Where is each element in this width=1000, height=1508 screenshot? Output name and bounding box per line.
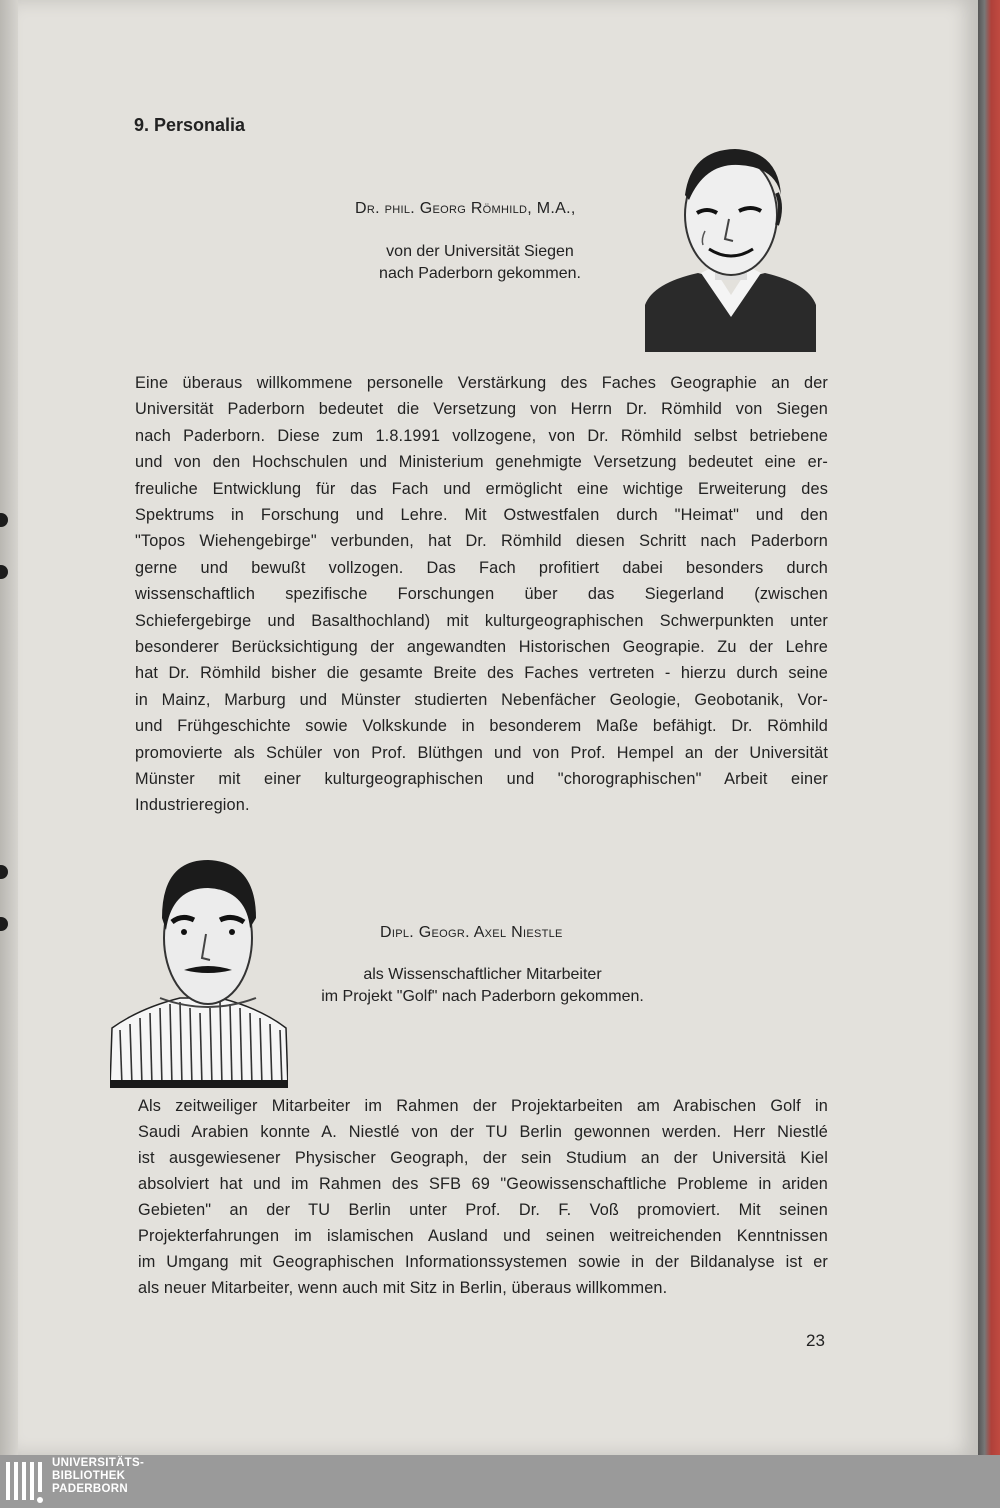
person1-name: Dr. phil. Georg Römhild, M.A., bbox=[355, 200, 576, 217]
text-line: Saudi Arabien konnte A. Niestlé von der TU Berlin gewonnen werden. Herr Niestlé bbox=[138, 1123, 828, 1141]
text-line: gerne und bewußt vollzogen. Das Fach profitiert dabei besonders durch bbox=[135, 559, 828, 577]
page-number: 23 bbox=[806, 1331, 825, 1350]
library-logo-icon bbox=[4, 1458, 48, 1506]
binding-hole bbox=[0, 565, 8, 579]
text-line: Gebieten" an der TU Berlin unter Prof. Dr. F. Voß promoviert. Mit seinen bbox=[138, 1201, 828, 1219]
text-line: nach Paderborn. Diese zum 1.8.1991 vollzogene, von Dr. Römhild selbst betriebene bbox=[135, 427, 828, 445]
text-line: im Umgang mit Geographischen Informationssystemen sowie in der Bildanalyse ist er bbox=[138, 1253, 828, 1271]
person2-subtitle-line1: als Wissenschaftlicher Mitarbeiter bbox=[363, 966, 602, 983]
person1-subtitle-line2: nach Paderborn gekommen. bbox=[379, 265, 581, 282]
page-left-edge bbox=[0, 0, 18, 1455]
text-line: "Topos Wiehengebirge" verbunden, hat Dr. Römhild diesen Schritt nach Paderborn bbox=[135, 532, 828, 550]
binding-hole bbox=[0, 513, 8, 527]
portrait-photo-niestle bbox=[110, 858, 288, 1088]
person1-subtitle-line1: von der Universität Siegen bbox=[386, 243, 574, 260]
text-line: ist ausgewiesener Physischer Geograph, der sein Studium an der Universitä Kiel bbox=[138, 1149, 828, 1167]
text-line: absolviert hat und im Rahmen des SFB 69 "Geowissenschaftliche Probleme in ariden bbox=[138, 1175, 828, 1193]
text-line: in Mainz, Marburg und Münster studierten Nebenfächer Geologie, Geobotanik, Vor- bbox=[135, 691, 828, 709]
text-line: als neuer Mitarbeiter, wenn auch mit Sitz in Berlin, überaus willkommen. bbox=[138, 1279, 668, 1297]
text-line: und von den Hochschulen und Ministerium genehmigte Versetzung bedeutet eine er- bbox=[135, 453, 828, 471]
text-line: Schiefergebirge und Basalthochland) mit kulturgeographischen Schwerpunkten unter bbox=[135, 612, 828, 630]
footer-line2: BIBLIOTHEK bbox=[52, 1470, 126, 1482]
text-line: Als zeitweiliger Mitarbeiter im Rahmen der Projektarbeiten am Arabischen Golf in bbox=[138, 1097, 828, 1115]
section-title: 9. Personalia bbox=[134, 115, 246, 135]
text-line: freuliche Entwicklung für das Fach und ermöglicht eine wichtige Erweiterung des bbox=[135, 480, 828, 498]
text-line: Projekterfahrungen im islamischen Ausland und seinen weitreichenden Kenntnissen bbox=[138, 1227, 828, 1245]
footer-line3: PADERBORN bbox=[52, 1483, 128, 1495]
text-line: Eine überaus willkommene personelle Verstärkung des Faches Geographie an der bbox=[135, 374, 828, 392]
text-line: Universität Paderborn bedeutet die Versetzung von Herrn Dr. Römhild von Siegen bbox=[135, 400, 828, 418]
person2-name: Dipl. Geogr. Axel Niestle bbox=[380, 924, 563, 941]
person2-subtitle-line2: im Projekt "Golf" nach Paderborn gekommen. bbox=[321, 988, 644, 1005]
text-line: Industrieregion. bbox=[135, 796, 250, 814]
text-line: besonderer Berücksichtigung der angewandten Historischen Geograpie. Zu der Lehre bbox=[135, 638, 828, 656]
text-line: hat Dr. Römhild bisher die gesamte Breite des Faches vertreten - hierzu durch seine bbox=[135, 664, 828, 682]
portrait-photo-roemhild bbox=[643, 145, 818, 352]
binding-hole bbox=[0, 865, 8, 879]
footer-line1: UNIVERSITÄTS- bbox=[52, 1457, 145, 1469]
text-line: Spektrums in Forschung und Lehre. Mit Ostwestfalen durch "Heimat" und den bbox=[135, 506, 828, 524]
library-footer bbox=[0, 1455, 1000, 1508]
text-line: promovierte als Schüler von Prof. Blüthgen und von Prof. Hempel an der Universität bbox=[135, 744, 828, 762]
text-line: wissenschaftlich spezifische Forschungen über das Siegerland (zwischen bbox=[135, 585, 828, 603]
text-line: Münster mit einer kulturgeographischen und "chorographischen" Arbeit einer bbox=[135, 770, 828, 788]
book-spine-edge bbox=[978, 0, 1000, 1455]
binding-hole bbox=[0, 917, 8, 931]
text-line: und Frühgeschichte sowie Volkskunde in besonderem Maße befähigt. Dr. Römhild bbox=[135, 717, 828, 735]
